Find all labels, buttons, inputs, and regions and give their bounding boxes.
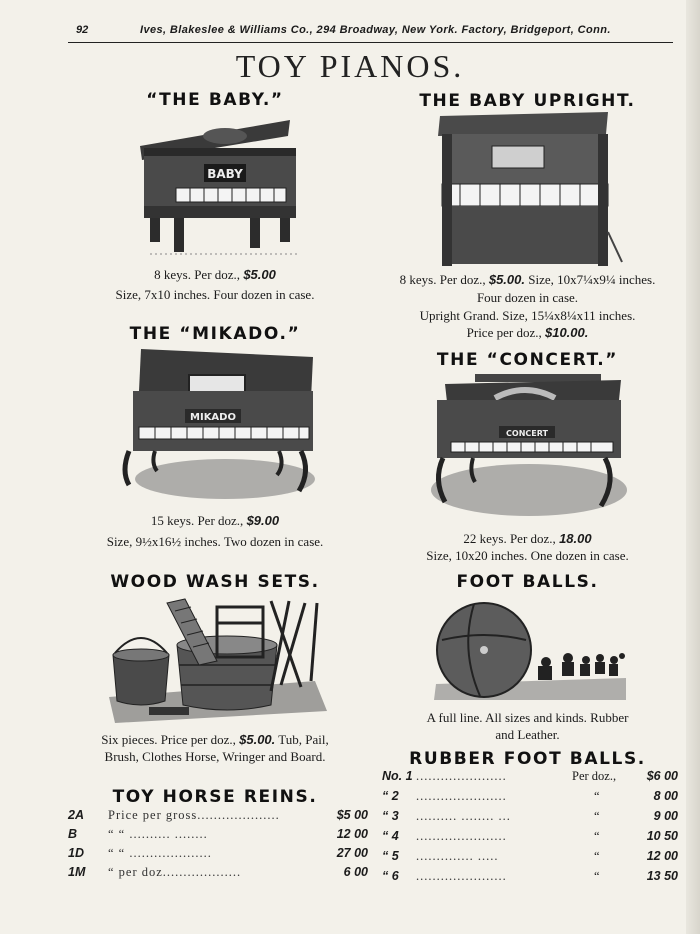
rubber-foot-balls-row bbox=[382, 809, 678, 827]
upright-grand-price-text: Price per doz., bbox=[466, 325, 542, 340]
concert-plate-label: CONCERT bbox=[506, 429, 548, 438]
rubber-ball-no: “ 4 bbox=[382, 829, 399, 843]
rubber-ball-leader: ...................... bbox=[416, 829, 507, 843]
reins-item-desc: “ “ .......... ........ bbox=[108, 827, 208, 841]
reins-item-price: 27 00 bbox=[336, 846, 368, 860]
header-rule bbox=[68, 42, 673, 43]
horse-reins-heading: TOY HORSE REINS. bbox=[112, 787, 318, 807]
concert-heading: THE “CONCERT.” bbox=[436, 350, 619, 370]
wash-sets-line1 bbox=[60, 731, 370, 748]
wash-set-illustration bbox=[105, 595, 330, 725]
baby-upright-keys-text: 8 keys. Per doz., bbox=[399, 272, 486, 287]
wash-sets-price: $5.00. bbox=[239, 732, 276, 747]
company-address: Ives, Blakeslee & Williams Co., 294 Broadway, New York. Factory, Bridgeport, Conn. bbox=[140, 24, 611, 36]
concert-piano-illustration bbox=[425, 372, 635, 527]
rubber-ball-no: “ 3 bbox=[382, 809, 399, 823]
rubber-ball-unit: “ bbox=[594, 829, 600, 843]
rubber-ball-leader: .......... ........ ... bbox=[416, 809, 511, 823]
concert-price: 18.00 bbox=[559, 531, 592, 546]
mikado-heading: THE “MIKADO.” bbox=[129, 324, 301, 344]
baby-upright-case-line: Four dozen in case. bbox=[476, 290, 579, 305]
reins-item-no: B bbox=[68, 827, 78, 841]
rubber-ball-price: 8 00 bbox=[653, 789, 678, 803]
mikado-plate-label: MIKADO bbox=[190, 412, 236, 423]
reins-item-desc: “ “ .................... bbox=[108, 846, 212, 860]
mikado-keys-text: 15 keys. Per doz., bbox=[150, 513, 244, 528]
concert-size-line: Size, 10x20 inches. One dozen in case. bbox=[426, 548, 629, 563]
page-number: 92 bbox=[76, 24, 89, 36]
baby-upright-piano-illustration bbox=[430, 112, 630, 270]
wash-sets-items-text: Tub, Pail, bbox=[278, 732, 329, 747]
baby-upright-size: Size, 10x7¼x9¼ inches. bbox=[528, 272, 656, 287]
rubber-ball-no: “ 2 bbox=[382, 789, 399, 803]
rubber-foot-balls-row bbox=[382, 829, 678, 847]
reins-item-price: 6 00 bbox=[343, 865, 368, 879]
rubber-ball-unit: Per doz., bbox=[572, 769, 617, 783]
upright-grand-line: Upright Grand. Size, 15¼x8¼x11 inches. bbox=[419, 308, 636, 323]
concert-keys-text: 22 keys. Per doz., bbox=[463, 531, 556, 546]
rubber-ball-no: No. 1 bbox=[382, 769, 413, 783]
reins-item-desc: “ per doz................... bbox=[108, 865, 242, 879]
rubber-ball-price: $6 00 bbox=[646, 769, 678, 783]
horse-reins-row bbox=[68, 808, 368, 826]
baby-piano-illustration bbox=[130, 114, 310, 259]
foot-balls-heading: FOOT BALLS. bbox=[456, 572, 599, 592]
rubber-foot-balls-row bbox=[382, 869, 678, 887]
baby-heading: “THE BABY.” bbox=[146, 90, 284, 110]
baby-upright-price-line bbox=[375, 271, 680, 288]
horse-reins-row bbox=[68, 865, 368, 883]
rubber-ball-unit: “ bbox=[594, 849, 600, 863]
upright-grand-price-line bbox=[375, 324, 680, 341]
baby-keys-text: 8 keys. Per doz., bbox=[154, 267, 241, 282]
page-edge bbox=[686, 0, 700, 934]
reins-item-desc: Price per gross.................... bbox=[108, 808, 280, 822]
rubber-ball-leader: ...................... bbox=[416, 769, 507, 783]
foot-ball-illustration bbox=[430, 600, 630, 704]
wash-sets-pieces-text: Six pieces. Price per doz., bbox=[101, 732, 236, 747]
rubber-foot-balls-row bbox=[382, 769, 678, 787]
rubber-ball-unit: “ bbox=[594, 869, 600, 883]
rubber-ball-price: 9 00 bbox=[653, 809, 678, 823]
rubber-ball-unit: “ bbox=[594, 809, 600, 823]
baby-plate-label: BABY bbox=[207, 167, 243, 181]
rubber-ball-no: “ 5 bbox=[382, 849, 399, 863]
wash-sets-line2: Brush, Clothes Horse, Wringer and Board. bbox=[104, 749, 326, 764]
rubber-ball-leader: .............. ..... bbox=[416, 849, 499, 863]
baby-upright-heading: THE BABY UPRIGHT. bbox=[419, 91, 636, 111]
baby-size-line: Size, 7x10 inches. Four dozen in case. bbox=[115, 287, 315, 302]
rubber-ball-price: 12 00 bbox=[646, 849, 678, 863]
reins-item-price: $5 00 bbox=[336, 808, 368, 822]
reins-item-no: 1D bbox=[68, 846, 84, 860]
rubber-ball-price: 10 50 bbox=[646, 829, 678, 843]
reins-item-no: 1M bbox=[68, 865, 86, 879]
rubber-foot-balls-row bbox=[382, 789, 678, 807]
rubber-ball-leader: ...................... bbox=[416, 869, 507, 883]
upright-grand-price: $10.00. bbox=[544, 325, 589, 340]
mikado-price: $9.00 bbox=[246, 513, 280, 528]
rubber-ball-leader: ...................... bbox=[416, 789, 507, 803]
rubber-ball-price: 13 50 bbox=[646, 869, 678, 883]
rubber-foot-balls-heading: RUBBER FOOT BALLS. bbox=[409, 749, 646, 769]
foot-balls-line1: A full line. All sizes and kinds. Rubber bbox=[426, 710, 629, 725]
horse-reins-row bbox=[68, 846, 368, 864]
rubber-ball-no: “ 6 bbox=[382, 869, 399, 883]
rubber-foot-balls-row bbox=[382, 849, 678, 867]
horse-reins-row bbox=[68, 827, 368, 845]
running-header bbox=[0, 24, 700, 42]
reins-item-no: 2A bbox=[68, 808, 84, 822]
concert-price-line bbox=[375, 530, 680, 547]
baby-price-line bbox=[60, 266, 370, 283]
rubber-ball-unit: “ bbox=[594, 789, 600, 803]
baby-upright-price: $5.00. bbox=[488, 272, 525, 287]
mikado-piano-illustration bbox=[115, 347, 320, 505]
wash-sets-heading: WOOD WASH SETS. bbox=[110, 572, 320, 592]
baby-price: $5.00 bbox=[243, 267, 276, 282]
foot-balls-line2: and Leather. bbox=[495, 727, 560, 742]
page-title: TOY PIANOS. bbox=[235, 48, 465, 84]
reins-item-price: 12 00 bbox=[336, 827, 368, 841]
mikado-size-line: Size, 9½x16½ inches. Two dozen in case. bbox=[106, 534, 324, 549]
mikado-price-line bbox=[60, 512, 370, 529]
